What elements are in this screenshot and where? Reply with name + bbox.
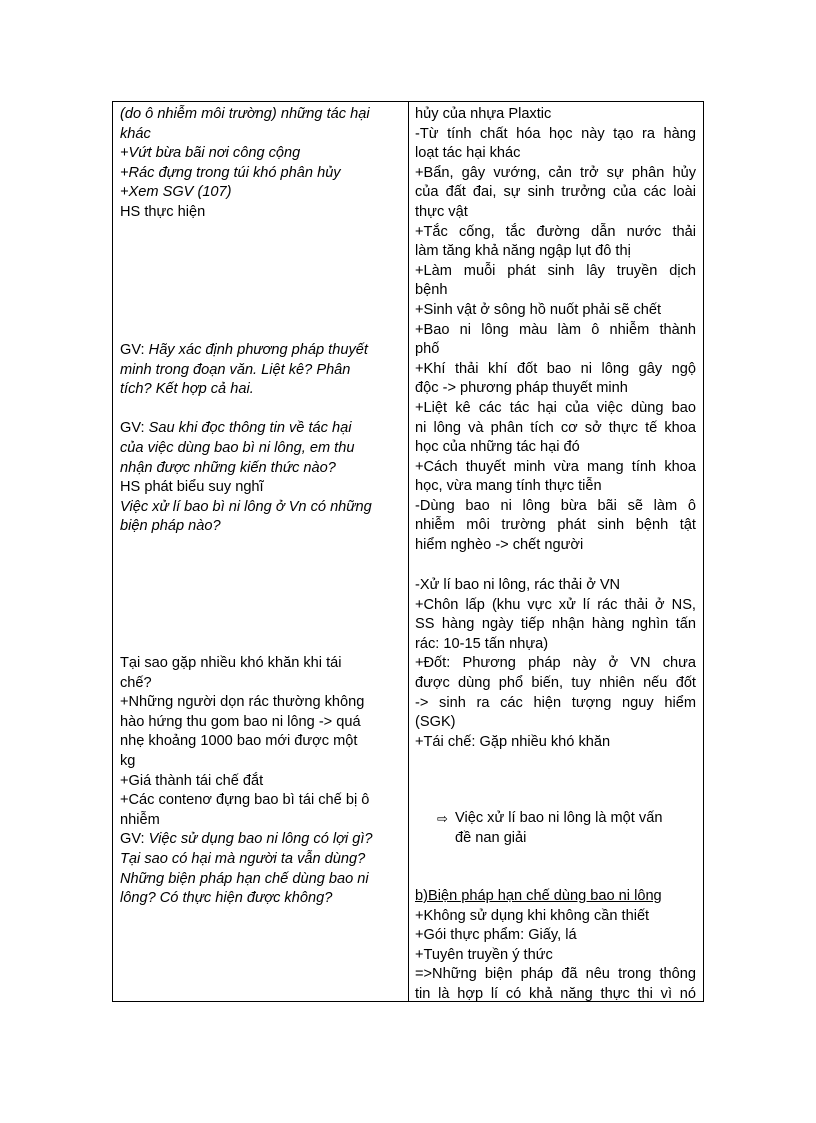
text-line: hào hứng thu gom bao ni lông -> quá: [120, 713, 361, 730]
text-line: +Các contenơ đựng bao bì tái chế bị ô: [120, 792, 370, 809]
text-line: +Không sử dụng khi không cần thiết: [415, 907, 650, 924]
text-line: nhiễm môi trường phát sinh bệnh tật: [415, 517, 696, 534]
text-line: +Bẩn, gây vướng, cản trở sự phân hủy: [415, 164, 696, 181]
text-line: khác: [120, 125, 151, 142]
text-line: biện pháp nào?: [120, 518, 221, 535]
text-line: +Sinh vật ở sông hồ nuốt phải sẽ chết: [415, 301, 662, 318]
text-line: Việc xử lí bao bì ni lông ở Vn có những: [120, 498, 372, 515]
text-line: hủy của nhựa Plaxtic: [415, 106, 552, 122]
text-line: hiểm nghèo -> chết người: [415, 537, 584, 554]
text-line: minh trong đoạn văn. Liệt kê? Phân: [120, 361, 351, 378]
section-heading: b)Biện pháp hạn chế dùng bao ni lông: [415, 888, 662, 904]
text-line: Sau khi đọc thông tin về tác hại: [148, 420, 352, 437]
text-line: đề nan giải: [455, 829, 527, 846]
question-block-recycling: [120, 654, 402, 909]
text-line: SS hàng ngày tiếp nhận hàng nghìn tấn: [415, 616, 696, 633]
text-line: +Gói thực phẩm: Giấy, lá: [415, 927, 577, 944]
text-line: +Khí thải khí đốt bao ni lông gây ngộ: [415, 360, 696, 377]
hollow-arrow-right-icon: ⇨: [437, 811, 448, 826]
text-line: học, vừa mang tính thực tiễn: [415, 478, 602, 495]
text-line: +Chôn lấp (khu vực xử lí rác thải ở NS,: [415, 596, 696, 613]
text-line: Hãy xác định phương pháp thuyết: [148, 342, 368, 358]
limitation-measures-block: [415, 887, 696, 1005]
text-line: (do ô nhiễm môi trường) những tác hại: [120, 106, 370, 122]
content-table: [112, 101, 704, 1002]
text-line: +Xem SGV (107): [120, 184, 232, 201]
text-line: (SGK): [415, 714, 456, 731]
gv-label: GV:: [120, 831, 149, 848]
text-line: +Đốt: Phương pháp này ở VN chưa: [415, 655, 696, 672]
text-line: nhiễm: [120, 811, 160, 828]
text-line: +Tắc cống, tắc đường dẫn nước thải: [415, 223, 696, 240]
text-line: Việc xử lí bao ni lông là một vấn: [455, 810, 663, 826]
conclusion-arrow-block: [415, 809, 696, 848]
text-line: độc -> phương pháp thuyết minh: [415, 380, 628, 397]
text-line: nhẹ khoảng 1000 bao mới được một: [120, 733, 358, 750]
gv-label: GV:: [120, 342, 149, 358]
text-line: kg: [120, 752, 136, 769]
text-line: Những biện pháp hạn chế dùng bao ni: [120, 870, 369, 887]
text-line: loạt tác hại khác: [415, 145, 521, 162]
text-line: học của những tác hại đó: [415, 439, 580, 456]
text-line: làm tăng khả năng ngập lụt đô thị: [415, 243, 631, 260]
text-line: bệnh: [415, 282, 448, 299]
text-line: lông? Có thực hiện được không?: [120, 890, 333, 907]
text-line: +Giá thành tái chế đắt: [120, 772, 264, 789]
text-line: -> sinh ra các hiện tượng nguy hiểm: [415, 694, 696, 711]
text-line: +Làm muỗi phát sinh lây truyền dịch: [415, 262, 696, 279]
text-line: nhận được những kiến thức nào?: [120, 459, 336, 476]
text-line: tin là hợp lí có khả năng thực thi vì nó: [415, 985, 696, 1002]
text-line: ni lông và phân tích cơ sở thực tế khoa: [415, 419, 696, 436]
text-line: +Liệt kê các tác hại của việc dùng bao: [415, 399, 696, 416]
gv-label: GV:: [120, 420, 149, 437]
question-block-method: [120, 341, 402, 537]
content-notes-column: [409, 102, 703, 1001]
text-line: của đất đai, sự sinh trưởng của các loài: [415, 184, 696, 201]
text-line: tích? Kết hợp cả hai.: [120, 381, 254, 398]
waste-treatment-block: [415, 576, 696, 752]
text-line: +Tái chế: Gặp nhiều khó khăn: [415, 733, 611, 750]
text-line: HS thực hiện: [120, 203, 206, 220]
text-line: +Tuyên truyền ý thức: [415, 946, 553, 963]
text-line: Tại sao có hại mà người ta vẫn dùng?: [120, 850, 366, 867]
text-line: HS phát biểu suy nghĩ: [120, 479, 264, 496]
text-line: +Rác đựng trong túi khó phân hủy: [120, 164, 341, 181]
text-line: thực vật: [415, 203, 468, 220]
text-line: Tại sao gặp nhiều khó khăn khi tái: [120, 655, 342, 671]
text-line: được dùng phổ biến, tuy nhiên nếu đốt: [415, 674, 696, 691]
teacher-student-column: [113, 102, 409, 1001]
text-line: +Bao ni lông màu làm ô nhiễm thành: [415, 321, 696, 338]
text-line: phố: [415, 341, 440, 358]
text-line: +Vứt bừa bãi nơi công cộng: [120, 145, 301, 162]
text-line: -Xử lí bao ni lông, rác thải ở VN: [415, 577, 621, 593]
text-line: của việc dùng bao bì ni lông, em thu: [120, 439, 355, 456]
text-line: +Những người dọn rác thường không: [120, 694, 365, 711]
text-line: -Từ tính chất hóa học này tạo ra hàng: [415, 125, 696, 142]
text-line: chế?: [120, 674, 152, 691]
text-line: =>Những biện pháp đã nêu trong thông: [415, 966, 696, 983]
text-line: rác: 10-15 tấn nhựa): [415, 635, 549, 652]
text-line: +Cách thuyết minh vừa mang tính khoa: [415, 458, 696, 475]
text-line: -Dùng bao ni lông bừa bãi sẽ làm ô: [415, 497, 696, 514]
text-line: Việc sử dụng bao ni lông có lợi gì?: [148, 831, 373, 848]
